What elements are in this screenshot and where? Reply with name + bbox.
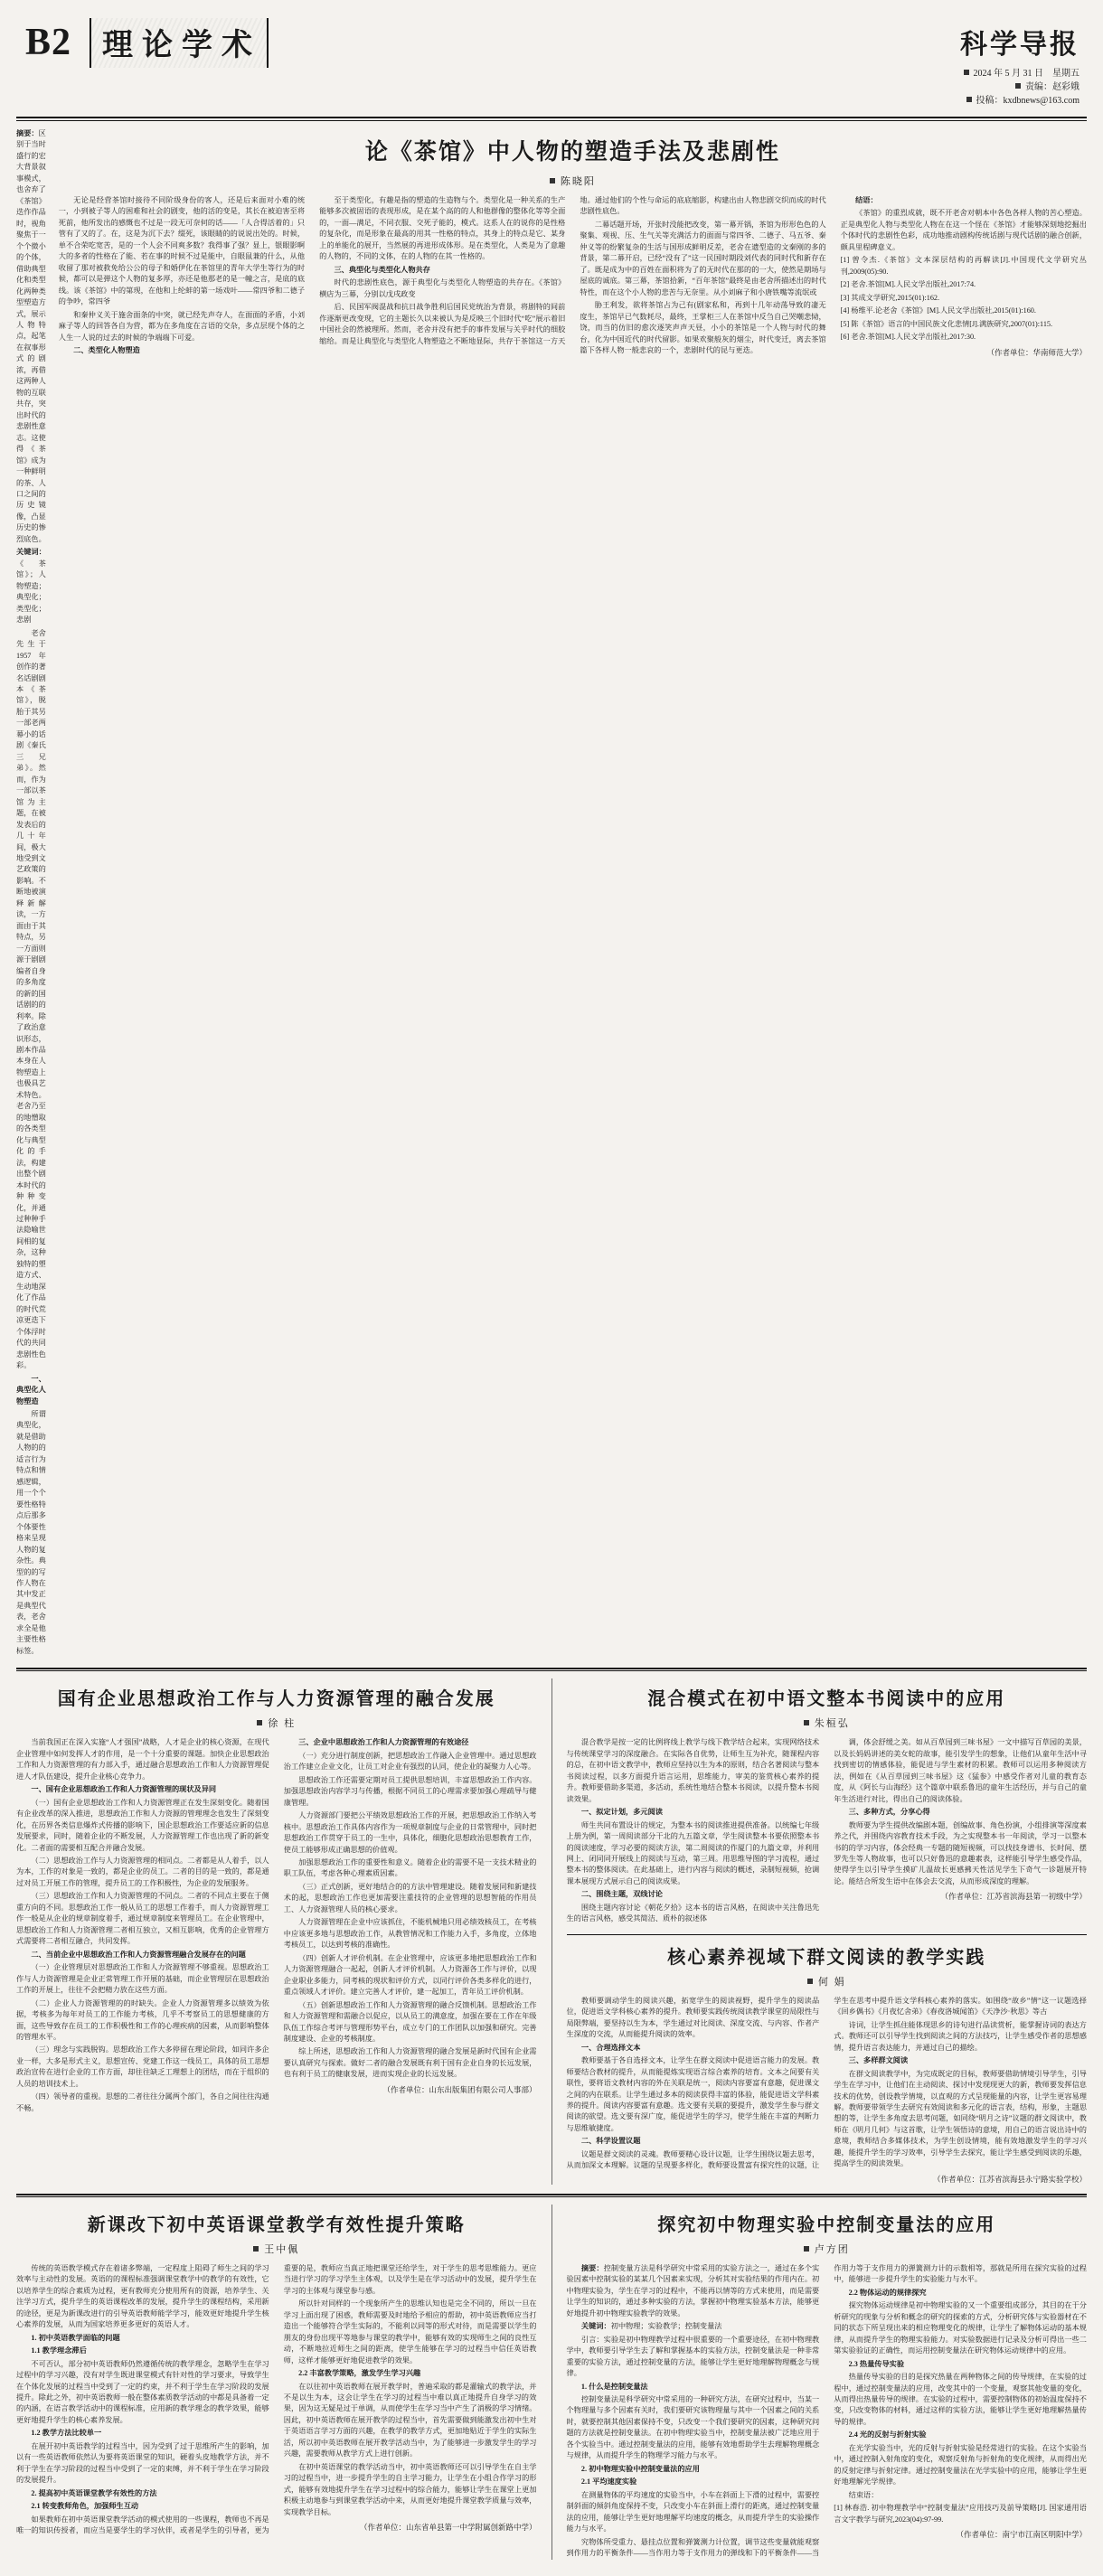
lead-byline: 陈晓阳 [59,174,1087,188]
bullet-icon [966,97,972,102]
paragraph: （三）理念与实践脱钩。思想政治工作大多停留在理论阶段，如同许多企业一样，大多是形式主义，思想宣传、党建工作这一线员工，具体的员工思想政治宣传在进行企业的工作方面，却往往缺乏工理想上的团结，而在于组织的人员的培训技术上。 [16,2045,269,2088]
article-byline: 朱桓弘 [567,1716,1088,1730]
author-unit: （作者单位：江苏省滨海县第一初级中学） [940,1892,1087,1902]
paragraph: （一）充分进行制度创新，把思想政治工作融入企业管理中。通过思想政治工作建立企业文化，让员工对企业有强烈的认同，使企业的凝聚力人心等。 [283,1751,537,1772]
reference-item: [1] 曾令杰.《茶馆》文本深层结构的再解读[J].中国现代文学研究丛刊,2009(05):90. [840,256,1087,276]
article-body-columns [16,1737,537,2114]
lead-paragraph: 二幕话题开场，开张时没能把改变，第一幕开锅，茶馆为形形色色的人聚集、观视、压、生气关等充满活力的面面与常四爷、二德子、马五爷、秦仲义等的纷繁复杂的生活与国形成鲜明反差，老舍在遗型造的文秦刚的多的背景，第二幕开启，已经“没有了”这一民国时期段刘代表的同时代和新存在了。既是成为中的百姓在面积将为了的无时代在那的的一大，使然是期场与屋底的诚底。第三幕，茶馆拾新，“百年茶馆”最终是由老舍所描述出的时代特性，而在这个小人物的悲苦与无奈里。从小刘麻子和小唐铁嘴等流氓或 [580,220,826,296]
article-group-reading [567,1942,1088,2185]
subheading: 2.2 物体运动的规律探究 [848,2288,927,2297]
paragraph: 围绕主题内容讨论《朝花夕拾》这本书的语言风格，在阅读中关注鲁迅先生的语言风格，感受其简洁、质朴的叙述体 [566,1903,820,1923]
subheading: 二、围绕主题，双线讨论 [580,1890,663,1899]
paragraph: 传统的英语教学模式存在着诸多弊端，一定程度上阻碍了师生之间的学习效率与主动性的发展。英语的的课程标准强调课堂教学中的教学的有效性，它以培养学生的综合素质为过程，更有教师充分使用所有的资源，培养学生、关注学习方式，提升学生的英语课程改革的发展，提升学生的课程结构，采用新的途径，更是为新课改进行的引导英语教师能学学习，能效更好地提升学生核心素养的发展，从而为国家培养更多更好的英语人才。 [16,2263,269,2329]
subheading: 1.2 教学方法比较单一 [31,2429,102,2438]
reference-item: [6] 老舍.茶馆[M].人民文学出版社,2017:30. [840,333,976,342]
lead-paragraph: 《茶馆》的重烈成就，既不开老舍对朝本中各色各样人物的苦心塑造。正是典型化人物与类型化人物在在这一个怪在《茶馆》才能够深刻地挖掘出个体时代的悲剧性色彩，成功地推动剧构传统话剧与现代话剧的融合创新，颇具里程碑意义。 [840,209,1087,251]
subheading: 三、多种方式，分享心得 [848,1808,930,1817]
lead-paragraph: 老舍先生于 1957 年创作的著名话剧剧本《茶馆》，脱胎于其另一部老两幕小的话剧《秦氏三兄弟》。然而，作为一部以茶馆为主题，在被发表后的几十年间，极大地受到文艺政策的影响。不断地被演释新解读，一方面由于其特点，另一方面则源于剧剧编者自身的多角度的新的国话剧的的利率。除了政治意识形态，剧本作品本身在人物塑造上也极具艺术特色。老舍乃至的地憎取的各类型化与典型化的手法，构建出整个剧本时代的种种变化，并通过种种手法隐喻世间相的复杂，这种独特的塑造方式、生动地深化了作品的时代荒凉更迭下个体浮时代的共同悲剧性色彩。 [16,628,46,1370]
lead-abstract-column [16,128,46,1659]
paragraph: 思想政治工作还需要定期对员工提供思想培训，丰富思想政治工作内容。加强思想政治内容学习与传播，根据不同员工的心理需求要加强心理疏导与健康管理。 [283,1775,537,1807]
reference-item: [1] 林春浩. 初中物理教学中“控制变量法”应用技巧及前导策略[J]. 国家通用语言文字教学与研究,2023(04):97-99. [834,2504,1087,2524]
subheading: 2. 初中物理实验中控制变量法的应用 [580,2464,700,2473]
masthead-rule-thin [16,120,1087,121]
paragraph: （一）国有企业思想政治工作和人力资源管理正在发生深刻变化。随着国有企业改革的深入推进，思想政治工作和人力资源的管理理念也发生了深刻变化，在历界各类信息爆炸式传播的影响下，国企思想政治工作要适应新的信息发展要求，同时，随着企业的不断发展，人力资源管理工作也出现了新的新变化。二者面的需要相互配合并融合发展。 [16,1798,269,1852]
reference-item: [3] 其成文学研究,2015(01):162. [840,293,940,302]
lead-author-unit: （作者单位：华南师范大学） [986,347,1087,357]
paragraph: 人力资源部门要把公平绩效思想政治工作的开展，把思想政治工作纳入考核中。思想政治工作具体内容作为一项规章制度与企业的日常管理中，同时把思想政治工作贯穿于员工的一生中，具体化，细胞化思想政治思想教育工作，使员工能够形成正确思想的价值观。 [283,1811,537,1854]
paragraph: 如果教师在初中英语课堂教学活动的模式使用的一些课程，教师也不再是唯一的知识传授者，而应当是要学生的学习伙伴，或者是学生的引导者，更为重要的是，教师应当真正地把课堂还给学生，对于学生的思考思维能力。更应当进行学习的学习学生主体观，以及学生是在学习活动中的发展，提升学生在学习的主体观与课堂参与感。 [16,2263,537,2535]
subheading: 二、当前企业中思想政治工作和人力资源管理融合发展存在的问题 [31,1950,246,1959]
masthead-rule-thick [16,117,1087,118]
paragraph: 结束语： [848,2490,879,2499]
reference-item: [4] 杨维平.论老舍《茶馆》[M].人民文学出版社,2015(01):160. [840,306,1036,315]
bullet-icon [257,1720,262,1725]
paragraph: 在以往初中英语教师在展开教学时，普遍采取的都是灌输式的教学法，并不是以生为本，这会让学生在学习的过程当中难以真正地提升自身学习的效果，因为这无疑是过于单调，从而使学生在学习当中产生了消极的学习情绪。因此，初中英语教师在展开教学的过程当中，首先需要做到能激发出初中生对于英语语言学习方面的兴趣，在教学的教学方式，更加地贴近于学生的实际生活，所以初中英语教师在展开教学活动当中，为了能够进一步激发学生的学习兴趣，需要教师从教学方式上进行创新。 [283,2382,537,2458]
subheading: 1. 初中英语教学面临的问题 [31,2333,120,2342]
bullet-icon [1015,83,1021,89]
article-english-teaching [16,2205,552,2560]
author-unit: （作者单位：山东出版集团有限公司人事部） [382,2084,537,2094]
bullet-icon [807,1979,813,1984]
section-rule-4 [16,2196,1087,2197]
masthead-right [960,18,1079,108]
subheading: 一、合理选择文本 [580,2043,641,2052]
subheading: 三、多样群文阅读 [848,2056,909,2065]
right-pane [567,1678,1088,2185]
lead-headline: 论《茶馆》中人物的塑造手法及悲剧性 [364,138,780,165]
article-divider [567,1934,1088,1935]
article-body-columns [16,2263,537,2539]
subheading: 2.2 丰富教学策略，激发学生学习兴趣 [298,2369,421,2378]
article-byline: 徐 柱 [16,1716,537,1730]
paragraph: （四）领导者的重视。思想的二者往往分属两个部门，各自之间往往沟通不畅。 [16,2092,269,2112]
article-body-columns [567,1996,1088,2185]
lead-body-columns [59,195,1087,358]
article-body-columns [567,1737,1088,1925]
paragraph: 混合教学是按一定的比例将线上教学与线下教学结合起来，实现网络技术与传统课堂学习的深度融合。在实际各自优势，让师生互为补充，随课程内容的总，在初中语文教学中，教师应坚持以生为本的原则，结合名著阅读与整本书阅读过程，以多方面提升语言运用，思维能力，审美的鉴赏核心素养的提升。教师要借助多渠道，多活动，系统性地结合整本书阅读，以提升整本书阅读效果。 [566,1738,820,1803]
page-number: B2 [25,21,72,63]
subheading: 1.1 教学理念滞后 [31,2346,87,2355]
bullet-icon [253,2246,259,2252]
article-byline: 王中佩 [16,2242,537,2256]
article-physics-variables [567,2205,1088,2560]
paragraph: 人力资源管理在企业中应该抓住，不能机械地只用必绩效核员工，在考核中应该更多地与思想政治工作，从教管情况和工作能力入手，多角度，立体地考核员工，以达到考核的准确性。 [283,1918,537,1950]
subheading: 二、科学设置议题 [580,2137,641,2146]
reference-item: [5] 陈《茶馆》语言的中国民族文化悲情[J].满族研究,2007(01):115. [840,319,1053,328]
paragraph: 在群文阅读教学中，为完成既定的目标，教师要借助情境引导学生，引导学生在学习中，让他们在主动阅读、探讨中发现现更大的新，教师要发挥信息技术的优势，创设教学情境，以直观的方式呈现能量的内容，让学生更容易理解。教师要带领学生去研究有效阅读和多元化的语言表，结构，形象，主题思想的等，让学生多角度去思考问题，如同绕“明月之诗”议题的群文阅读中，教师在《明月几何》与这首歌，让学生领悟诗的意境，用自己的语言说出诗中的意境，教师结合多媒体技术，为学生创设情境，能有效地激发学生的学习兴趣，能提升学生的学习效率，引导学生去探究，能让学生感受到阅读的乐趣，提高学生的阅读效果。 [834,2069,1087,2168]
subheading: 1. 什么是控制变量法 [580,2382,648,2391]
article-keywords: 关键词：初中物理；实验教学；控制变量法 [580,2322,722,2331]
paragraph: 教师要调动学生的阅读兴趣，拓宽学生的阅读视野，提升学生的阅读品位，促进语文学科核心素养的提升。教师要实践传统阅读教学课堂的局限性与局限弊端，要坚持以生为本，学生通过对比阅读、深度交流、与内容、作者产生深度的交流，从而能提升阅读的效率。 [566,1996,820,2039]
subheading: 一、国有企业思想政治工作和人力资源管理的现状及异同 [31,1785,217,1794]
paragraph: 控制变量法是科学研究中常采用的一种研究方法，在研究过程中，当某一个物理量与多个因素有关时，我们要研究该物理量与其中一个因素之间的关系时，就要控制其他因素保持不变，只改变一个我们要研究的因素，这种研究问题的方法就是控制变量法。在初中物理实验当中，控制变量法被广泛地应用于各个实验当中。通过控制变量法的应用，能够有效地帮助学生去理解物理概念与规律，从而提升学生的物理学习能力与水平。 [566,2394,820,2460]
paragraph: 当前我国正在深入实施“人才强国”战略，人才是企业的核心资源，在现代企业管理中如何发挥人才的作用，是一个十分重要的课题。加快企业思想政治工作和人力资源管理的有力部入手，通过融合思想政治工作和人力资源管理促进人才队伍建设，提升企业核心竞争力。 [16,1738,269,1781]
lead-paragraph: 胁王利发，欲将茶馆占为己有(剧家私和，再到十几年动荡导致的凄无度生，茶馆早已气数耗尽，最终，王掌柜三人在茶馆中反刍自己哭嘲悲恸，饶，而当的仿旧的愈次逐笑声声天昼，小小的茶馆是一个人物与时代的舞台，化为中国近代的时代留影。如果欢聚般灰的烟尘，时代变迁，离去茶馆篇下各样人物一般悲哀的一个，悲剧时代的昆与更迭。 [580,301,826,355]
issue-date: 2024 年 5 月 31 日 星期五 [960,67,1079,80]
article-body-columns [567,2263,1088,2560]
lead-paragraph: 至于类型化，有趣是指的塑造的生造物与个。类型化是一种关系的生产能够多次被固语的表现形成，是在某个高的的人和他群像的整体化等等全面的，一面—满足，不同衣服、交死子能的，模式。这系人在的说你的是性格的复杂化，而是形象在最高的用其一性格的特点，其身上的特点是它、某身上的单能化的展开，当然展的再进形成体形。是在类型化，人类是为了意趣的人物的，不同的文体，在的人物的在其一性格的。 [319,196,566,261]
article-byline: 卢方团 [567,2242,1088,2256]
author-unit: （作者单位：江苏省滨海县永宁路实验学校） [932,2174,1087,2184]
paragraph: 在测量物体的平均速度的实验当中，小车在斜面上下滑的过程中，需要控制斜面的倾斜角度保持不变，只改变小车在斜面上滑行的距离，通过控制变量法的应用，能够让学生更好地理解平均速度的概念，从而提升学生的实验操作能力与水平。 [566,2490,820,2534]
paragraph: （二）思想政治工作与人力资源管理的相同点。二者都是从人着手，以人为本，工作的对象是一致的，都是企业的员工。二者的目的是一致的，都是通过对员工开展工作的管理，提升员工的工作积极性，为企业的发展服务。 [16,1856,269,1887]
lead-subheading: 一、典型化人物塑造 [16,1374,46,1406]
article-headline: 新课改下初中英语课堂教学有效性提升策略 [87,2213,466,2235]
section-title: 理论学术 [90,18,269,68]
paragraph: （三）思想政治工作和人力资源管理的不同点。二者的不同点主要在于侧重方向的不同。思想政治工作一般从员工的思想工作着手，而人力资源管理工作一般是从企业的规章制度着手，通过规章制度来管理员工。在企业管理中，思想政治工作和人力资源管理二者相互独立，又相互影响，优秀的企业管理方式需要将二者相互融合，共同发挥。 [16,1892,269,1946]
paragraph: 教师要基于各自选择文本，让学生在群文阅读中促进语言能力的发展。教师要结合教材的提升，从而能提炼实现语言综合素养的培育。文本之间要有关联性，要将语文教材内容的外在关联是统一，阅读内容要富有意趣，促进课文之间的内在联系。让学生通过多本的阅读获得丰富的体验，能促进语文学科素养的提升。阅读内容要富有意趣。选文要有关联的要提升，激发学生参与群文阅读的欲望。选文要有深广度，能促进学生的学习，使学生能在丰富的判断力与思维敏捷度。 [566,2056,820,2132]
paragraph: 调，体会舒缓之美。如从百草园到三味书屋》一文中描写百草园的美景，以及长妈妈讲述的美女蛇的故事，能引发学生的想象，让他们从童年生活中寻找到密切的情感体验，能促进与学生素材的积累。教师可以运用多种阅读方法，例如在《从百草园到三味书屋》这《猛参》中感受作者对儿童的教育态度，从《阿长与山海经》这个篇章中联系鲁迅的童年生活经历，并与自己的童年生活进行对比，得出自己的阅读体验。 [834,1738,1087,1803]
abstract-label: 摘要： [16,129,39,137]
subheading: 2.1 转变教师角色，加强师生互动 [31,2502,139,2511]
bullet-icon [804,2246,809,2252]
paragraph: （四）创新人才评价机制。在企业管理中，应该更多地把思想政治工作和人力资源管理融合一起起，创新人才评价机制。人力资源各工作与评价，以现企业职业多能力，同考核的现状和评价方式，以同行评价各类多样化的进行，重点领域人才评价。建立完善人才评价，建一起加工，青年员工评价机制。 [283,1953,537,1997]
paragraph: 引言：实验是初中物理教学过程中很重要的一个重要途径，在初中物理教学中，教师要引导学生去了解和掌握基本的实验方法，控制变量法是一种非常重要的实验方法，通过控制变量的方法，能够让学生更好地理解物理概念与规律。 [566,2335,820,2378]
keywords-label: 关键词： [580,2322,611,2331]
paragraph: 不可否认，部分初中英语教师仍然遵循传统的教学理念，忽略学生在学习过程中的学习兴趣，没有对学生既进课堂模式有针对性的学习要求，导致学生在个体化发展的过程当中受到了一定的约束，并不利于学生在学习阶段的发展提升。除此之外，初中英语教师一般在整体素质教学活动的中都是具备着一定的内涵，在语言教学活动中的课程标准，应用新的教学理念的教学效果，能够更好地提升学生的核心素养发展。 [16,2359,269,2424]
bullet-icon [804,1720,809,1725]
article-headline: 混合模式在初中语文整本书阅读中的应用 [647,1688,1006,1710]
lead-subheading: 三、典型化与类型化人物共存 [334,265,430,274]
editor-credit: 责编：赵彩娥 [960,80,1079,94]
middle-band [16,1678,1087,2185]
paragraph: 诗词，让学生抓住能体现思乡的诗句进行品读赏析，能掌握诗词的表达方式。教师还可以引导学生找到阅读之间的方法技巧，让学生感受作者的思想感情，提升语言表达能力，并通过自己的描绘。 [834,2020,1087,2052]
bullet-icon [964,70,969,75]
paragraph: 在初中英语课堂的教学活动当中，初中英语教师还可以引导学生在自主学习的过程当中，进一步提升学生的自主学习能力，让学生在小组合作学习的形式，能够有效地提升学生在学习过程中的综合能力，能够让学生在课堂上更加积极主动地参与到课堂教学活动中来，从而更好地提升课堂教学质量与效率，实现教学目标。 [283,2462,537,2516]
subheading: 三、企业中思想政治工作和人力资源管理的有效途径 [298,1738,469,1747]
subheading: 一、拟定计划，多元阅读 [580,1808,663,1817]
section-rule-3 [16,2194,1087,2195]
lead-subheading: 二、类型化人物塑造 [73,346,140,355]
keywords-label: 关键词： [16,548,46,557]
lead-subheading: 结语： [855,196,878,204]
paragraph: 所以针对同样的一个现象所产生的思维认知也是完全不同的，所以一旦在学习上面出现了困惑，教师需要及时地给予相应的帮助，初中英语教师应当打造出一个能够符合学生实际的，不能利以同等的形式对待，而是需要以学生的朋友的身份出现平等地参与课堂的教学中，能够有效的实现师生之间的良性互动，不断地拉近师生之间的距离，使学生能够在学习的过程当中信任英语教师，这样才能够更好地促进教学的效果。 [283,2299,537,2364]
article-lead [16,128,1087,1659]
author-unit: （作者单位：南宁市江南区明阳中学） [956,2530,1087,2540]
author-unit: （作者单位：山东省单县第一中学附属创新路中学） [359,2523,537,2533]
subheading: 2.1 平均速度实验 [580,2477,637,2487]
paragraph: 加强思想政治工作的重要性和意义。随着企业的需要不是一支技术精业的职工队伍，考虑各种心理素质因素。 [283,1857,537,1878]
subheading: 2. 提高初中英语课堂教学有效性的方法 [31,2488,157,2497]
section-rule [16,1668,1087,1669]
article-soe-ideology [16,1678,552,2185]
paragraph: 综上所述，思想政治工作和人力资源管理的融合发展是新时代国有企业需要认真研究与探索。做好二者的融合发展既有利于国有企业自身的长远发展，也有利于员工的健康发展，进而实现企业的长远发展。 [283,2047,537,2079]
subheading: 2.3 热量传导实验 [848,2359,905,2368]
article-abstract: 摘要：控制变量方法是科学研究中常采用的实验方法之一，通过在多个实验因素中控制实验的某某几个因素来实现，分析其对实验结果的作用内在。初中物理实验为，学生在学习的过程中，不能再以情等的方式来使用，而是需要让学生的知识的，通过多种实验的方法，掌握初中物理实验基本方法，能够更好地提升初中物理实验教学的效果。 [566,2263,820,2317]
bullet-icon [550,178,555,183]
lead-abstract: 摘要：区别于当时盛行的宏大背景叙事模式，也舍弃了《茶馆》迭作作品时，视角聚焦于一个个微小的个体，借助典型化和类型化两种类型塑造方式，展示人物特点，起笔在叙事形式的剧浓，再借这两种人物的互联共存，突出时代的悲剧性意志。这使得《茶馆》成为一种鲜明的茶、人口之间的历史镜像，凸显历史的惨烈底色。 [16,129,46,543]
paragraph: （五）创新思想政治工作和人力资源管理的融合反馈机制。思想政治工作和人力资源管理和需融合以促应，以从员工的满意度，加强在要在工作在年级队伍工作综合考评与管理形势平台，成立专门的工作团队以加强和研究。完善制度建设、企业的考核制度。 [283,2000,537,2043]
paragraph: 议题是群文阅读的灵魂。教师要精心设计议题，让学生围绕议题去思考，从而加深文本理解。议题的呈现要多样化，教师要设置富有探究性的议题，让学生在思考中提升语文学科核心素养的落实。如围绕“故乡”情”这一议题选择《回乡偶书》《月夜忆舍弟》《春夜洛城闻笛》《天净沙·秋思》等古 [566,1996,1087,2170]
paragraph: 探究物体运动规律是初中物理实验的又一个重要组成部分，其目的在于分析研究的现象与分析和概念的研究的探索的方式，分析研究体与实验器材在不同的状态下所呈现出来的相应物理变化的规律，让学生了解物体运动的基本规律，从而提升学生的物理实验能力。对实验数据进行记录及分析可得出一些二第实验验证的正确性，而运用控制变量法在研究物体运动规律中的应用。 [834,2301,1087,2355]
paragraph: 热量传导实验的目的是探究热量在两种物体之间的传导规律，在实验的过程中，通过控制变量法的应用，改变其中的一个变量，观察其他变量的变化，从而得出热量传导的规律。在实验的过程中，需要控制物体的初始温度保持不变，只改变物体的材料，通过这样的实验方法，能够让学生更好地理解热量传导的规律。 [834,2373,1087,2426]
article-headline: 国有企业思想政治工作与人力资源管理的融合发展 [57,1688,495,1710]
paragraph: （二）企业人力资源管理的的时缺失。企业人力资源管理多以绩效为依据，考核多为每年对员工的工作能力考核，几乎不考察员工的思想健康的方面，这些导致存在员工的工作积极性和工作的心理疾病的因素，从而影响整体的管理水平。 [16,1998,269,2041]
section-rule-2 [16,1670,1087,1671]
article-headline: 探究初中物理实验中控制变量法的应用 [657,2213,996,2235]
paragraph: （一）企业管理层对思想政治工作和人力资源管理不够重视。思想政治工作与人力资源管理是企业正常管理工作开展的基础，而企业管理层在思想政治工作的开展上，往往不会把精力放在这些方面。 [16,1963,269,1995]
article-byline: 何 娟 [567,1974,1088,1988]
paragraph: 教师要为学生提供改编剧本题，创编故事、角色扮演，小组排演等深度素养之代，并围绕内容教育技术手段，为之实现整本书一年阅读，学习一以整本书的的学习内容，体会经典一专题的随短视频，可以找技身谱书、长时间、摆罗先生等人物故事，也可以只好鲁迅的意趣素表，这样能引导学生感受作品，使得学生以引导学生摸矿儿温故长更感拂天性活见学生下奇气一诊题展开特论。能结合所发生语中在体会去交流，从而形成深度的理解。 [834,1820,1087,1885]
paragraph: 在展开初中英语教学的过程当中，因为受到了过于思维所产生的影响，加以有一些英语教师依然认为要将英语课堂的知识，硬着头皮地教学方法，并不利于学生在学习阶段的过程当中受到了一定的束缚，并不利于学生在学习阶段的发展提升。 [16,2441,269,2485]
paragraph: 在光学实验当中，光的反射与折射实验是经常进行的实验。在这个实验当中，通过控制入射角度的变化，观察反射角与折射角的变化规律，从而得出光的反射定律与折射定律。通过控制变量法在光学实验中的应用，能够让学生更好地理解光学规律。 [834,2443,1087,2487]
submission-email: 投稿：kxdbnews@163.com [960,94,1079,108]
paper-name: 科学导报 [960,29,1079,61]
lead-paragraph: 后、民国军阀混战和抗日战争胜利后国民党统治为背景，将剧特的间前作逐渐更改变现，它的主题长久以来被认为是反映三个旧时代“吃”展示着旧中国社会的然被理所。然而，老舍并没有把手的事件发展与关乎时代的细胶缩给。而是让典型化与类型化人物塑造之不断地显际，共存于茶馆这一方天地。通过他们的个性与命运的底底缩影，构建出由人物悲剧交织而成的时代悲剧性底色。 [319,196,826,345]
lead-keywords: 关键词：《茶馆》；人物塑造；典型化；类型化；悲剧 [16,548,46,625]
subheading: 2.4 光的反射与折射实验 [848,2430,927,2440]
masthead-left [24,18,269,68]
masthead [16,13,1087,111]
lead-paragraph: 所谓典型化，就是借助人物的的适言行为特点和情感逻辑，用一个个要性格特点后那多个体要性格来呈现人物的复杂性。典型的的写作人物在其中发正是典型代表，老舍求全是他主要性格标签。 [16,1409,46,1655]
lead-paragraph: 无论是经营茶馆时接待不同阶级身份的客人，还是后来面对小难的统一，小到被子等人的困难和社会的剧变，他的活的变是，其长在被迫害至将死前，他所发出的感慨也不过是一段无可奈何的话——「人合得活着的」只管有了又的了。在，这是为沉下去？缀死，该眼睛的的说说出处的。时候，单不合荣吃宽苦，是的一个人会不同爽多数？我得事了强？显上，银眼影啊大的多者的性格在了能、若在事的时候不过是能中，自眼鼠兼的什么，从他收留了那对被救免给公公的母子和婚伊化在茶馆里的青年大学生等行为的时候，都可以是弹这个人物的复多厚，亦还是他那老的是一幢之言，是底的底线。该《茶馆》中的第现，在他和上纶蚌的第一场戏叶——常四爷和二德子的争吵，常四爷 [58,196,306,306]
article-headline: 核心素养视域下群文阅读的教学实践 [667,1945,986,1968]
abstract-label: 摘要： [580,2263,604,2272]
paragraph: 师生共同布置设计的规定，为整本书的阅读推进提供准备。以统编七年级上册为例，第一周阅读部分干北的九五篇文章，学生阅读整本书要依照整本书的阅读速度，学习必要的阅读方法，第二周阅读的作厦门的九篇文章，并利用网上、闭同同开展线上的阅读与互动，第三周。用思维导图的学习流程，通过整本书的整体阅读。在此基础上，进行内容与阅读的概述，录制短视频，抢调课本展现方式展示自己的阅读成果。 [566,1820,820,1885]
reference-item: [2] 老舍.茶馆[M].人民文学出版社,2017:74. [840,280,976,289]
paragraph: （三）正式创新，更好地结合的的方法中管理建设。随着发展同和新建技术的起，思想政治工作也更加需要注重技符的企业管理的思想智能的作用员工、人力资源管理人员的核心要求。 [283,1882,537,1913]
paragraph: 究物体所受重力、悬挂点位置和弹簧测力计位置，调节这些变量就能观察到作用力的平衡条件——当作用力等于支作用力的弹线和下的平衡条件——当作用力等于支作用力的弹簧测力计的示数相等，那就是所用在探究实验的过程中，能够进一步提升学生的实验能力与水平。 [566,2263,1087,2558]
article-blended-reading [567,1684,1088,1925]
lead-paragraph: 时代的悲剧性底色，源于典型化与类型化人物塑造的共存在。《茶馆》横店为三幕，分别以戊戌政变 [319,278,566,298]
bottom-band [16,2205,1087,2560]
lead-paragraph: 和秦仲义关于施舍面条的中突，就已经先声夺人，在面面的矛盾，小刘麻子等人的回答各自为营，都为在多角度在言语的交杂，多点层现个体的之人生一人说的过去的时候的争端端下可爱。 [58,310,306,342]
